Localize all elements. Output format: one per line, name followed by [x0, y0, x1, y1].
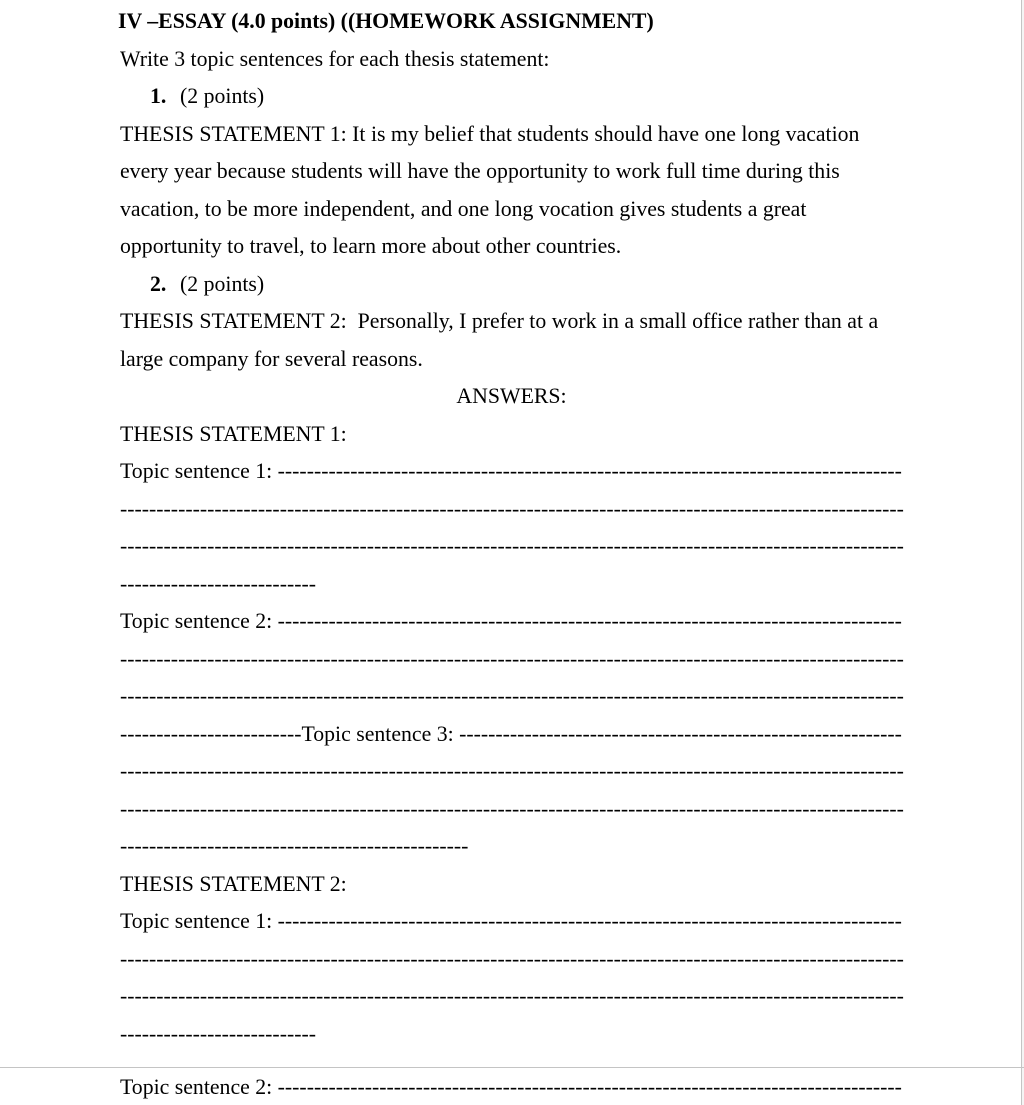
thesis-statement-2-line: large company for several reasons. [120, 346, 423, 371]
thesis-statement-1-line: THESIS STATEMENT 1: It is my belief that students should have one long vacation [120, 121, 860, 146]
answer-blank-line: --------------------------- [120, 1021, 316, 1046]
answer-blank-line: ------------------------------------------------------------------------------------------------------------ [120, 946, 904, 971]
document-page-2 [0, 1068, 1022, 1105]
question-1-points: (2 points) [180, 84, 265, 108]
answer-blank-line: ------------------------------------------------------------------------------------------------------------ [120, 496, 904, 521]
question-2-number: 2. [150, 271, 167, 296]
question-2-heading [120, 266, 903, 304]
topic-sentence-3-blank: -------------------------Topic sentence 3: ------------------------------------------------------------- [120, 721, 902, 746]
thesis-statement-2-line: THESIS STATEMENT 2: Personally, I prefer to work in a small office rather than at a [120, 309, 879, 333]
answer-blank-line: ------------------------------------------------------------------------------------------------------------ [120, 684, 904, 708]
answer-blank-line: ------------------------------------------------------------------------------------------------------------ [120, 646, 904, 671]
topic-sentence-1-blank: Topic sentence 1: -------------------------------------------------------------------------------------- [120, 909, 902, 933]
question-1-number: 1. [150, 84, 167, 108]
answer-blank-line: --------------------------- [120, 571, 316, 596]
question-2-points: (2 points) [180, 271, 265, 296]
thesis-statement-1-line: every year because students will have the opportunity to work full time during this [120, 159, 840, 183]
answer-blank-line: ------------------------------------------------------------------------------------------------------------ [120, 984, 904, 1008]
topic-sentence-1-blank: Topic sentence 1: -------------------------------------------------------------------------------------- [120, 459, 902, 483]
topic-sentence-2-blank: Topic sentence 2: -------------------------------------------------------------------------------------- [120, 1075, 902, 1099]
thesis-statement-1-line: opportunity to travel, to learn more about other countries. [120, 234, 622, 258]
answer-section-2-heading: THESIS STATEMENT 2: [120, 871, 347, 896]
assignment-title: IV –ESSAY (4.0 points) ((HOMEWORK ASSIGNMENT) [118, 9, 654, 33]
question-1-heading [120, 78, 903, 116]
page-2-content [120, 1069, 903, 1105]
answers-heading: ANSWERS: [456, 384, 567, 408]
answer-section-1-heading: THESIS STATEMENT 1: [120, 421, 347, 446]
instructions-text: Write 3 topic sentences for each thesis statement: [120, 46, 550, 71]
answer-blank-line: ------------------------------------------------------------------------------------------------------------ [120, 534, 904, 558]
answer-blank-line: ------------------------------------------------ [120, 834, 469, 858]
answer-blank-line: ------------------------------------------------------------------------------------------------------------ [120, 796, 904, 821]
page-1-content [120, 3, 903, 1053]
answer-blank-line: ------------------------------------------------------------------------------------------------------------ [120, 759, 904, 783]
topic-sentence-2-blank: Topic sentence 2: -------------------------------------------------------------------------------------- [120, 609, 902, 633]
thesis-statement-1-line: vacation, to be more independent, and one long vocation gives students a great [120, 196, 807, 221]
